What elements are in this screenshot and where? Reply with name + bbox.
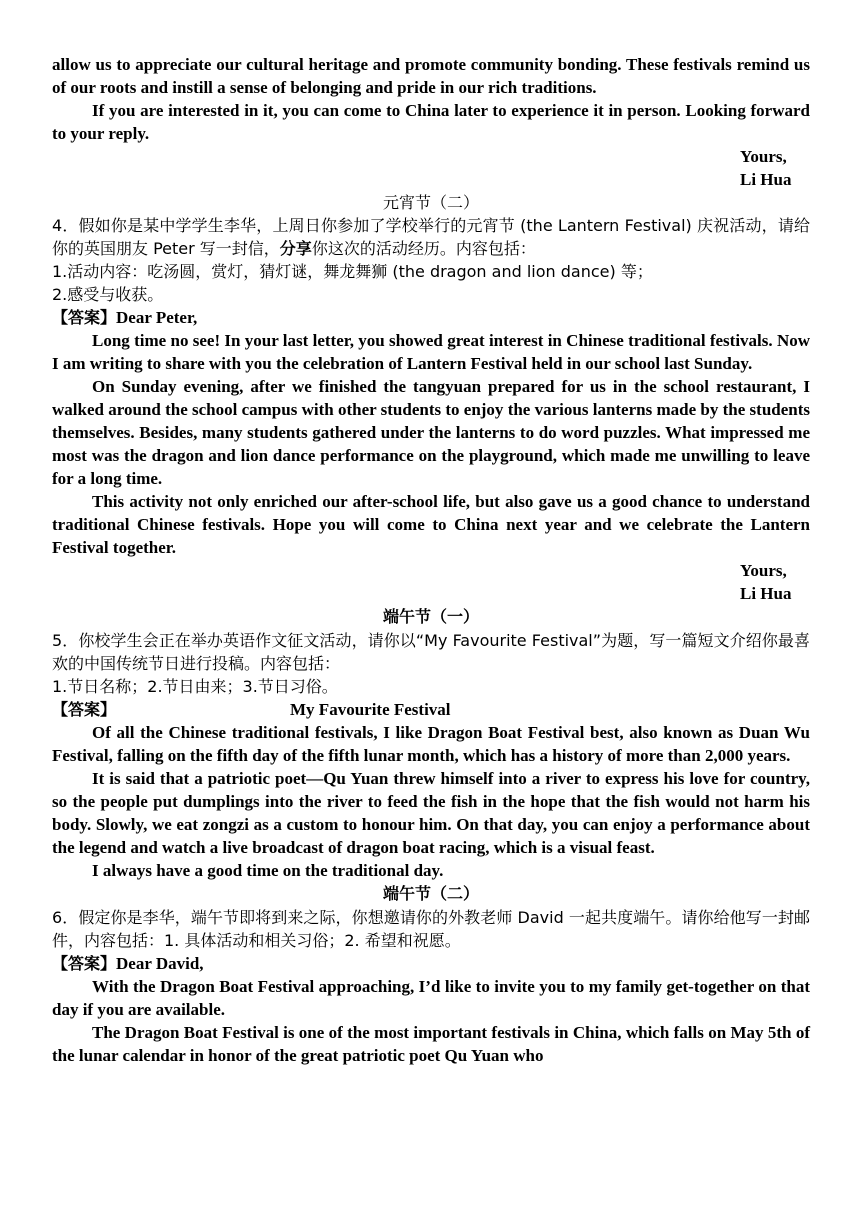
greeting: Dear David, [116, 954, 204, 973]
question-text [52, 214, 810, 260]
question-line-end: 你这次的活动经历。内容包括： [311, 239, 536, 258]
question-text: 6．假定你是李华，端午节即将到来之际，你想邀请你的外教老师 David 一起共度端午。请你给他写一封邮件，内容包括：1. 具体活动和相关习俗；2. 希望和祝愿。 [52, 908, 810, 950]
paragraph: I always have a good time on the traditional day. [92, 861, 444, 880]
greeting: Dear Peter, [116, 308, 198, 327]
section-heading: 端午节（二） [382, 884, 479, 903]
answer-line [52, 952, 810, 975]
paragraph: allow us to appreciate our cultural heritage and promote community bonding. These festivals remind us of our roots and instill a sense of belonging and pride in our rich traditions. [52, 55, 810, 97]
paragraph: With the Dragon Boat Festival approaching, I’d like to invite you to my family get-together on that day if you are available. [52, 977, 810, 1019]
essay-title: My Favourite Festival [290, 700, 451, 719]
section-heading: 端午节（一） [382, 607, 479, 626]
answer-line [52, 306, 810, 329]
signature: Li Hua [740, 584, 792, 603]
answer-line [52, 698, 810, 721]
paragraph: The Dragon Boat Festival is one of the most important festivals in China, which falls on May 5th of the lunar calendar in honor of the great patriotic poet Qu Yuan who [52, 1023, 810, 1065]
paragraph: If you are interested in it, you can come to China later to experience it in person. Looking forward to your reply. [52, 101, 810, 143]
paragraph: Long time no see! In your last letter, you showed great interest in Chinese traditional festivals. Now I am writing to share with you the celebration of Lantern Festival held in our school last Sunday. [52, 331, 810, 373]
closing: Yours, [740, 561, 787, 580]
question-text: 5．你校学生会正在举办英语作文征文活动，请你以“My Favourite Festival”为题，写一篇短文介绍你最喜欢的中国传统节日进行投稿。内容包括： [52, 631, 810, 673]
paragraph: It is said that a patriotic poet—Qu Yuan threw himself into a river to express his love for country, so the people put dumplings into the river to feed the fish in the hope that the fish would not harm his body. Slowly, we eat zongzi as a custom to honour him. On that day, you can enjoy a performance about the legend and watch a live broadcast of dragon boat racing, which is a visual feast. [52, 769, 810, 857]
answer-label: 【答案】 [52, 954, 117, 973]
answer-label: 【答案】 [52, 308, 117, 327]
paragraph: This activity not only enriched our after-school life, but also gave us a good chance to understand traditional Chinese festivals. Hope you will come to China next year and we celebrate the Lantern Festival together. [52, 492, 810, 557]
paragraph: On Sunday evening, after we finished the tangyuan prepared for us in the school restaurant, I walked around the school campus with other students to enjoy the various lanterns made by the students themselves. Besides, many students gathered under the lanterns to do word puzzles. What impressed me most was the dragon and lion dance performance on the playground, which made me unwilling to leave for a long time. [52, 377, 810, 488]
question-item: 2.感受与收获。 [52, 285, 164, 304]
section-heading: 元宵节（二） [382, 193, 479, 212]
closing: Yours, [740, 147, 787, 166]
emphasis: 分享 [279, 239, 312, 258]
question-item: 1.活动内容：吃汤圆，赏灯，猜灯谜，舞龙舞狮 (the dragon and lion dance) 等； [52, 262, 653, 281]
answer-label: 【答案】 [52, 700, 117, 719]
paragraph: Of all the Chinese traditional festivals, I like Dragon Boat Festival best, also known as Duan Wu Festival, falling on the fifth day of the fifth lunar month, which has a history of more than 2,000 years. [52, 723, 810, 765]
signature: Li Hua [740, 170, 792, 189]
question-items: 1.节日名称；2.节日由来；3.节日习俗。 [52, 677, 338, 696]
document-page [52, 53, 810, 1067]
question-line: 4．假如你是某中学学生李华，上周日你参加了学校举行的元宵节 (the Lantern Festival) 庆祝活动，请给你的英国朋友 Peter 写一封信， [52, 216, 810, 258]
